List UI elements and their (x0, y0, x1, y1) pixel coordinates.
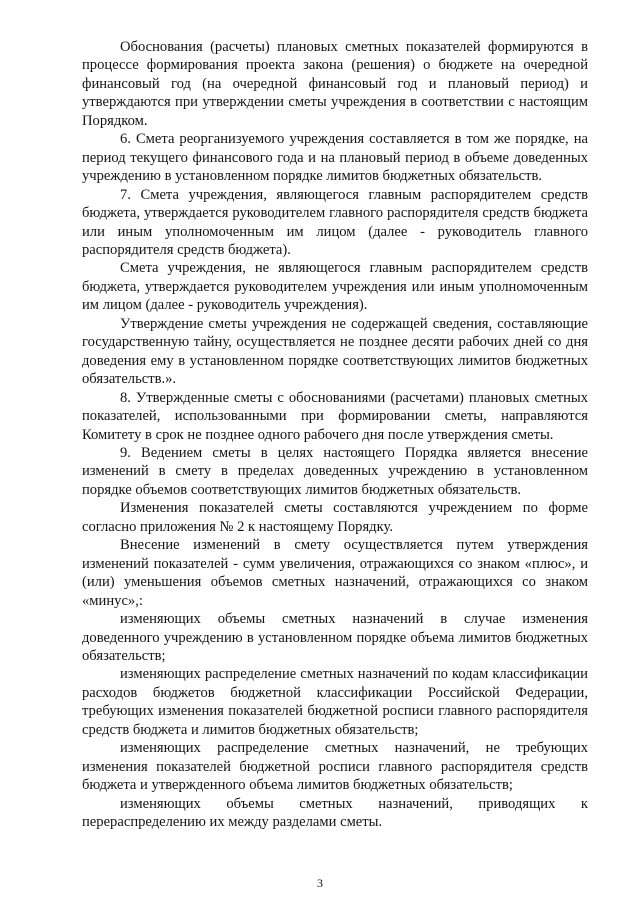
list-item-redistribution: изменяющих объемы сметных назначений, приводящих к перераспределению их между разделами сметы. (82, 795, 588, 831)
paragraph-item-8: 8. Утвержденные сметы с обоснованиями (расчетами) плановых сметных показателей, использованными при формировании сметы, направляются Комитету в срок не позднее одного рабочего дня после утверждения сметы. (82, 389, 588, 443)
paragraph-item-7: 7. Смета учреждения, являющегося главным распорядителем средств бюджета, утверждается руководителем главного распорядителя средств бюджета или иным уполномоченным им лицом (далее - руководитель главного распорядителя средств бюджета). (82, 186, 588, 258)
paragraph-non-main-budget-holder: Смета учреждения, не являющегося главным распорядителем средств бюджета, утверждается руководителем учреждения или иным уполномоченным им лицом (далее - руководитель учреждения). (82, 260, 588, 314)
list-item-classification-codes: изменяющих распределение сметных назначений по кодам классификации расходов бюджетов бюджетной классификации Российской Федерации, требующих изменения показателей бюджетной росписи главного распорядителя средств бюджета и лимитов бюджетных обязательств; (82, 666, 588, 738)
list-item-no-roster-change: изменяющих распределение сметных назначений, не требующих изменения показателей бюджетной росписи главного распорядителя средств бюджета и утвержденного объема лимитов бюджетных обязательств; (82, 740, 588, 794)
paragraph-justifications: Обоснования (расчеты) плановых сметных показателей формируются в процессе формирования проекта закона (решения) о бюджете на очередной финансовый год (на очередной финансовый год и плановый период) и утверждаются при утверждении сметы учреждения в соответствии с настоящим Порядком. (82, 39, 588, 129)
paragraph-approval-deadline: Утверждение сметы учреждения не содержащей сведения, составляющие государственную тайну, осуществляется не позднее десяти рабочих дней со дня доведения ему в установленном порядке соответствующих лимитов бюджетных обязательств.». (82, 315, 588, 388)
paragraph-item-9: 9. Ведением сметы в целях настоящего Порядка является внесение изменений в смету в пределах доведенных учреждению в установленном порядке объемов соответствующих лимитов бюджетных обязательств. (82, 444, 588, 498)
list-item-limits-volume: изменяющих объемы сметных назначений в случае изменения доведенного учреждению в установленном порядке объема лимитов бюджетных обязательств; (82, 611, 588, 664)
page-number: 3 (317, 876, 323, 890)
document-body (82, 38, 588, 831)
paragraph-changes-form: Изменения показателей сметы составляются учреждением по форме согласно приложения № 2 к настоящему Порядку. (82, 500, 588, 535)
paragraph-changes-method: Внесение изменений в смету осуществляется путем утверждения изменений показателей - сумм увеличения, отражающихся со знаком «плюс», и (или) уменьшения объемов сметных назначений, отражающихся со знаком «минус»,: (82, 537, 588, 609)
paragraph-item-6: 6. Смета реорганизуемого учреждения составляется в том же порядке, на период текущего финансового года и на плановый период в объеме доведенных учреждению в установленном порядке лимитов бюджетных обязательств. (82, 131, 588, 185)
